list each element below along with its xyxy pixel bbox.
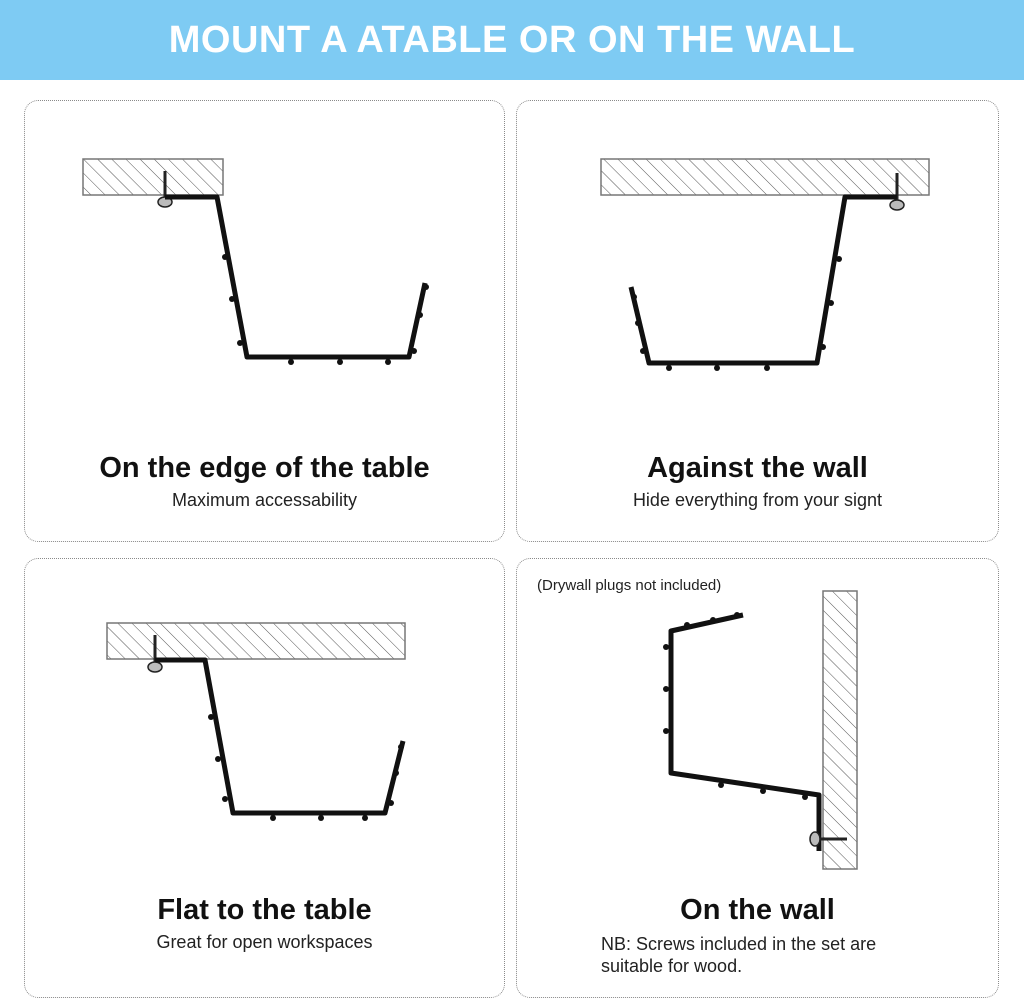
panel-on-wall: [516, 558, 999, 998]
wall-board: [823, 591, 857, 869]
page-title: MOUNT A ATABLE OR ON THE WALL: [168, 18, 856, 61]
tray-bumps: [631, 256, 842, 371]
panel-subtitle: Hide everything from your signt: [632, 490, 883, 510]
wall-mount-diagram: [517, 559, 1000, 899]
table-board: [83, 159, 223, 195]
panel-subtitle: [601, 933, 941, 977]
subtitle-line-2: suitable for wood.: [601, 956, 743, 976]
panel-title: Against the wall: [647, 452, 868, 484]
wall-edge-mount-diagram: [517, 101, 1000, 441]
tray-outline: [671, 615, 819, 851]
header-banner: [0, 0, 1024, 80]
tray-outline: [155, 660, 403, 813]
panel-against-wall: [516, 100, 999, 542]
tray-bumps: [222, 254, 429, 365]
tray-bumps: [208, 714, 404, 821]
subtitle-line-1: NB: Screws included in the set are: [601, 934, 877, 954]
panel-title: On the wall: [680, 894, 835, 926]
table-board: [601, 159, 929, 195]
panel-title: Flat to the table: [157, 894, 372, 926]
panel-edge-of-table: [24, 100, 505, 542]
panel-flat-to-table: [24, 558, 505, 998]
panel-title: On the edge of the table: [99, 452, 430, 484]
tray-bumps: [663, 612, 808, 800]
tray-outline: [165, 197, 425, 357]
panel-subtitle: Maximum accessability: [171, 490, 358, 510]
panel-subtitle: Great for open workspaces: [156, 932, 373, 952]
drywall-note: (Drywall plugs not included): [537, 577, 722, 594]
tray-outline: [631, 197, 897, 363]
table-board: [107, 623, 405, 659]
flat-mount-diagram: [25, 559, 506, 899]
edge-mount-diagram: [25, 101, 506, 441]
